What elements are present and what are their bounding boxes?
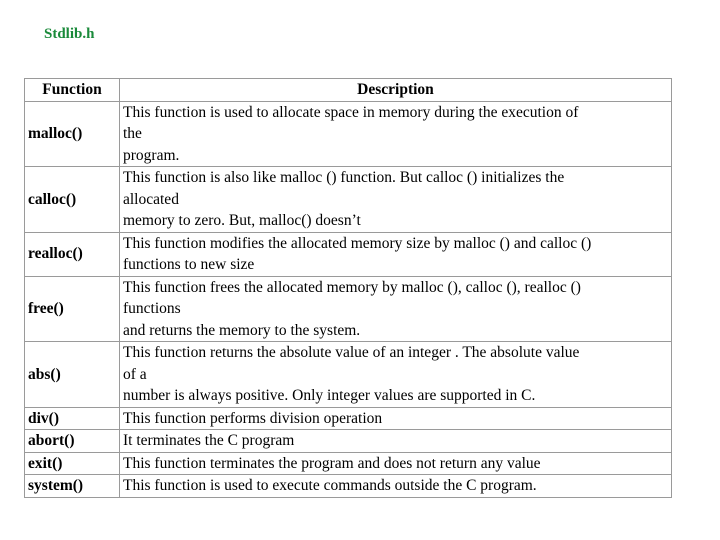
description-line: This function modifies the allocated memory size by malloc () and calloc () — [123, 234, 592, 252]
description-column-header: Description — [120, 79, 672, 102]
table-row — [25, 101, 672, 167]
function-column-header: Function — [25, 79, 120, 102]
description-line: This function frees the allocated memory by malloc (), calloc (), realloc () — [123, 278, 581, 296]
function-name: exit() — [25, 452, 120, 475]
function-description — [120, 101, 672, 167]
description-line: the — [123, 125, 142, 142]
function-description — [120, 407, 672, 430]
description-line: It terminates the C program — [123, 432, 295, 449]
table-row — [25, 342, 672, 408]
description-line: and returns the memory to the system. — [123, 321, 361, 339]
table-row — [25, 452, 672, 475]
function-name: malloc() — [25, 101, 120, 167]
table-header-row — [25, 79, 672, 102]
table-row — [25, 430, 672, 453]
table-row — [25, 475, 672, 498]
function-name: abs() — [25, 342, 120, 408]
function-name: abort() — [25, 430, 120, 453]
description-line: This function performs division operation — [123, 409, 383, 427]
function-name: system() — [25, 475, 120, 498]
page-title: Stdlib.h — [44, 26, 95, 42]
function-description — [120, 342, 672, 408]
description-line: memory to zero. But, malloc() doesn’t — [123, 212, 361, 229]
description-line: number is always positive. Only integer values are supported in C. — [123, 387, 536, 404]
description-line: functions — [123, 300, 181, 317]
description-line: functions to new size — [123, 256, 255, 273]
description-line: allocated — [123, 190, 179, 208]
function-description — [120, 475, 672, 498]
description-line: This function is used to execute commands outside the C program. — [123, 477, 537, 494]
function-name: div() — [25, 407, 120, 430]
description-line: This function is used to allocate space in memory during the execution of — [123, 103, 579, 121]
function-name: realloc() — [25, 232, 120, 276]
function-description — [120, 452, 672, 475]
description-line: This function is also like malloc () function. But calloc () initializes the — [123, 169, 565, 186]
description-line: program. — [123, 146, 180, 164]
description-line: of a — [123, 365, 147, 383]
table-row — [25, 232, 672, 276]
description-line: This function terminates the program and does not return any value — [123, 454, 541, 472]
function-description — [120, 276, 672, 342]
functions-table — [24, 78, 672, 498]
function-description — [120, 232, 672, 276]
table-row — [25, 276, 672, 342]
table-row — [25, 407, 672, 430]
function-name: free() — [25, 276, 120, 342]
function-description — [120, 167, 672, 233]
function-name: calloc() — [25, 167, 120, 233]
table-row — [25, 167, 672, 233]
description-line: This function returns the absolute value of an integer . The absolute value — [123, 344, 580, 361]
function-description — [120, 430, 672, 453]
